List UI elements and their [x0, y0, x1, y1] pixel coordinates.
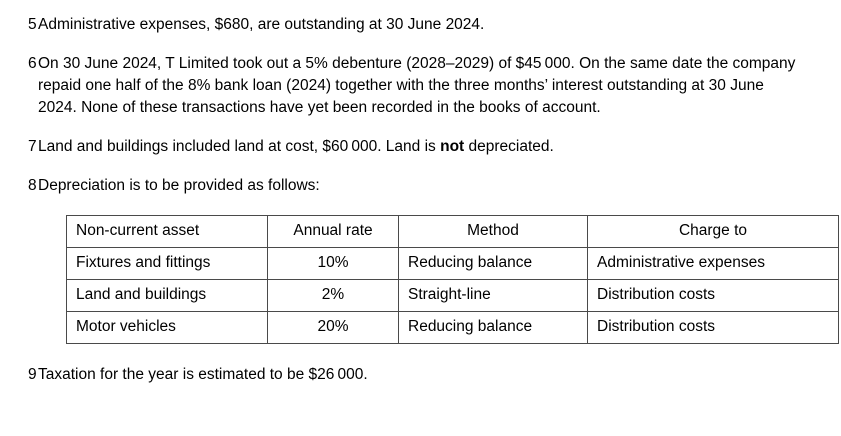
note-text-9: Taxation for the year is estimated to be $26 000. — [38, 366, 368, 383]
cell-method: Reducing balance — [399, 312, 588, 344]
note-item-6 — [0, 53, 841, 119]
spacer-table-9 — [0, 344, 841, 364]
table-header-row — [67, 216, 839, 248]
cell-rate: 10% — [268, 248, 399, 280]
note-text-7-after: depreciated. — [464, 138, 554, 155]
spacer-6-7 — [0, 119, 841, 136]
cell-charge-to: Distribution costs — [588, 312, 839, 344]
note-number-5: 5 — [28, 16, 37, 33]
table-row — [67, 248, 839, 280]
cell-charge-to: Administrative expenses — [588, 248, 839, 280]
top-spacer — [0, 0, 841, 14]
note-item-5 — [0, 14, 841, 36]
note-text-6: On 30 June 2024, T Limited took out a 5% debenture (2028–2029) of $45 000. On the same date the company repaid one half of the 8% bank loan (2024) together with the three months’ interest outstanding at 30 June 2024. None of these transactions have yet been recorded in the books of account. — [38, 55, 796, 116]
cell-method: Reducing balance — [399, 248, 588, 280]
column-header-method: Method — [399, 216, 588, 248]
note-text-7-before: Land and buildings included land at cost, $60 000. Land is — [38, 138, 441, 155]
cell-rate: 2% — [268, 280, 399, 312]
note-item-9 — [0, 364, 841, 386]
note-item-7 — [0, 136, 841, 158]
note-text-7-emphasis: not — [440, 138, 465, 155]
note-item-8 — [0, 175, 841, 197]
cell-asset: Motor vehicles — [67, 312, 268, 344]
table-row — [67, 280, 839, 312]
spacer-5-6 — [0, 36, 841, 53]
column-header-asset: Non-current asset — [67, 216, 268, 248]
column-header-rate: Annual rate — [268, 216, 399, 248]
cell-asset: Fixtures and fittings — [67, 248, 268, 280]
note-text-8: Depreciation is to be provided as follows: — [38, 177, 320, 194]
spacer-7-8 — [0, 158, 841, 175]
cell-rate: 20% — [268, 312, 399, 344]
note-text-5: Administrative expenses, $680, are outstanding at 30 June 2024. — [38, 16, 485, 33]
table-row — [67, 312, 839, 344]
column-header-charge-to: Charge to — [588, 216, 839, 248]
depreciation-table — [66, 215, 839, 344]
note-number-8: 8 — [28, 177, 37, 194]
cell-asset: Land and buildings — [67, 280, 268, 312]
note-number-9: 9 — [28, 366, 37, 383]
note-text-7 — [38, 136, 841, 158]
cell-method: Straight-line — [399, 280, 588, 312]
note-number-6: 6 — [28, 55, 37, 72]
cell-charge-to: Distribution costs — [588, 280, 839, 312]
note-number-7: 7 — [28, 138, 37, 155]
